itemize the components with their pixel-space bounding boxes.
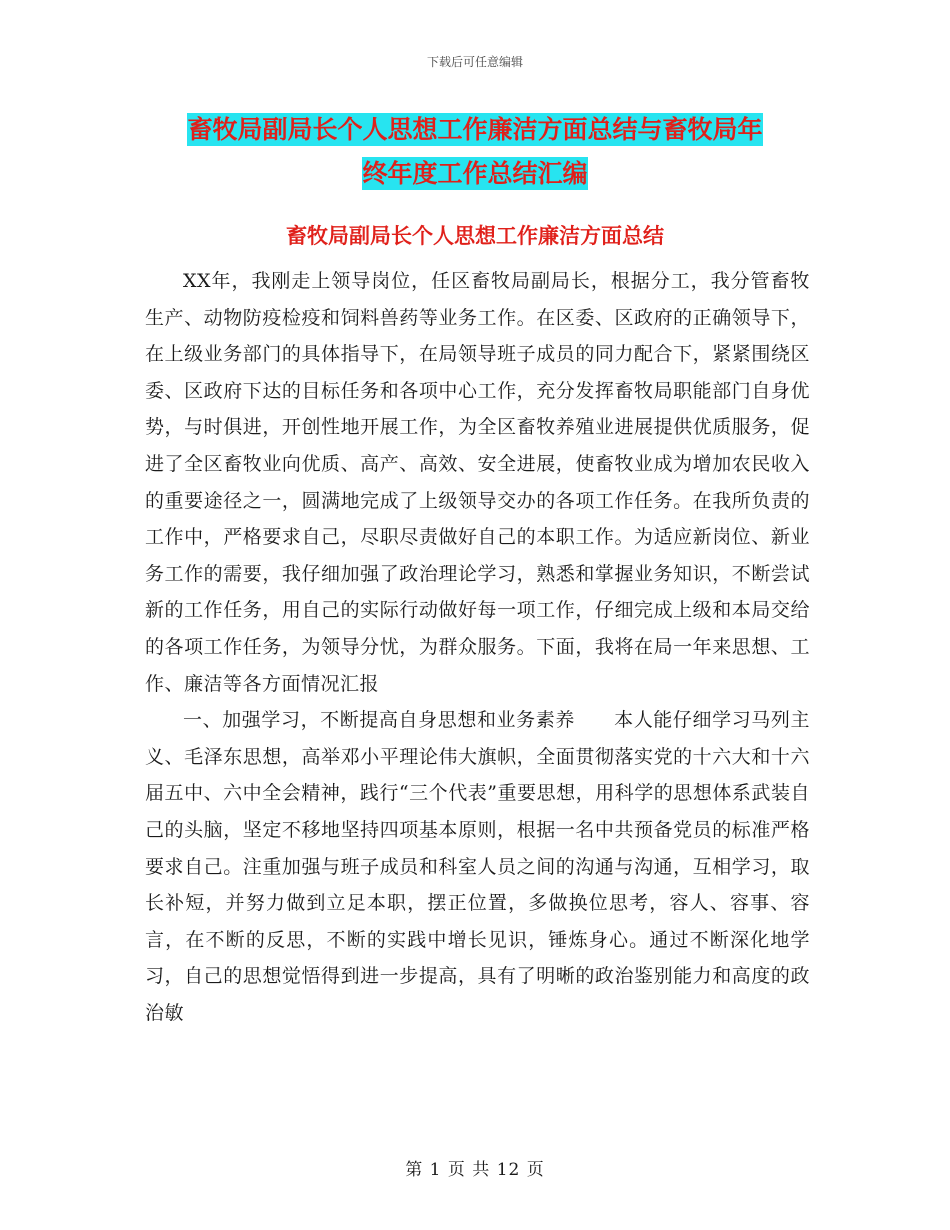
header-note: 下载后可任意编辑 <box>426 55 523 69</box>
page-number: 第 1 页 共 12 页 <box>405 1160 545 1180</box>
paragraph: 一、加强学习，不断提高自身思想和业务素养 本人能仔细学习马列主义、毛泽东思想，高举邓小平理论伟大旗帜，全面贯彻落实党的十六大和十六届五中、六中全会精神，践行“三个代表”重要思想，用科学的思想体系武装自己的头脑，坚定不移地坚持四项基本原则，根据一名中共预备党员的标准严格要求自己。注重加强与班子成员和科室人员之间的沟通与沟通，互相学习，取长补短，并努力做到立足本职，摆正位置，多做换位思考，容人、容事、容言，在不断的反思，不断的实践中增长见识，锤炼身心。通过不断深化地学习，自己的思想觉悟得到进一步提高，具有了明晰的政治鉴别能力和高度的政治敏 <box>145 709 810 1024</box>
document-body <box>145 263 810 1031</box>
title-line-2: 终年度工作总结汇编 <box>362 159 588 188</box>
document-title <box>140 108 810 196</box>
section-title: 畜牧局副局长个人思想工作廉洁方面总结 <box>286 223 664 248</box>
paragraph: XX年，我刚走上领导岗位，任区畜牧局副局长，根据分工，我分管畜牧生产、动物防疫检疫和饲料兽药等业务工作。在区委、区政府的正确领导下，在上级业务部门的具体指导下，在局领导班子成员的同力配合下，紧紧围绕区委、区政府下达的目标任务和各项中心工作，充分发挥畜牧局职能部门自身优势，与时俱进，开创性地开展工作，为全区畜牧养殖业进展提供优质服务，促进了全区畜牧业向优质、高产、高效、安全进展，使畜牧业成为增加农民收入的重要途径之一，圆满地完成了上级领导交办的各项工作任务。在我所负责的工作中，严格要求自己，尽职尽责做好自己的本职工作。为适应新岗位、新业务工作的需要，我仔细加强了政治理论学习，熟悉和掌握业务知识，不断尝试新的工作任务，用自己的实际行动做好每一项工作，仔细完成上级和本局交给的各项工作任务，为领导分忧，为群众服务。下面，我将在局一年来思想、工作、廉洁等各方面情况汇报 <box>145 270 810 695</box>
title-line-1: 畜牧局副局长个人思想工作廉洁方面总结与畜牧局年 <box>187 115 763 144</box>
